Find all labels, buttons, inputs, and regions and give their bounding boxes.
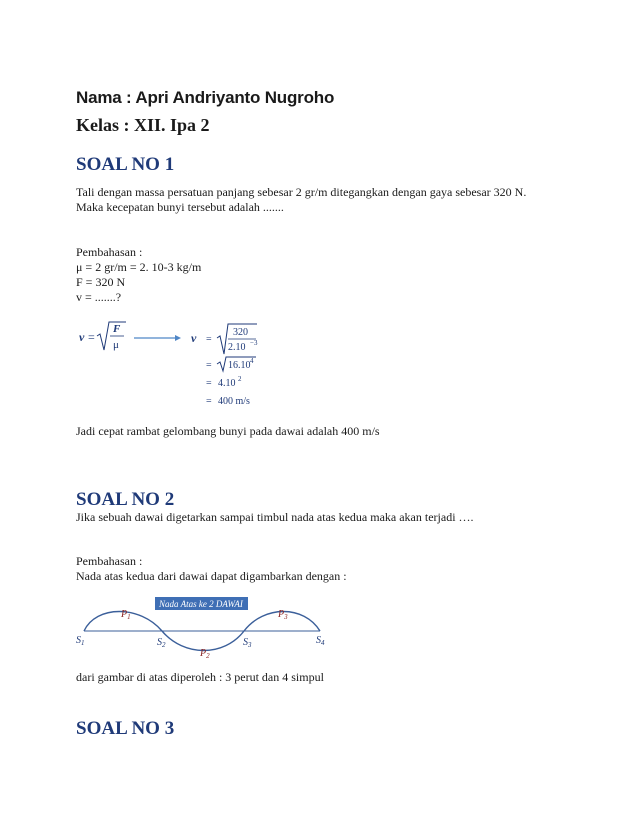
soal-3-heading: SOAL NO 3 — [76, 718, 175, 739]
formula-result: 400 m/s — [218, 396, 250, 407]
formula-arrow — [134, 335, 181, 341]
node-s2-label: $S_2$ — [157, 637, 166, 649]
formula-eq2: = — [206, 334, 212, 345]
formula-eq1: = — [88, 330, 95, 344]
soal-2-conclusion: dari gambar di atas diperoleh : 3 perut dan 4 simpul — [76, 670, 324, 684]
soal-2-intro: Nada atas kedua dari dawai dapat digambarkan dengan : — [76, 569, 347, 583]
formula-denominator: 2.10 — [228, 342, 246, 353]
soal-1-heading: SOAL NO 1 — [76, 154, 175, 175]
soal-1-pembahasan: Pembahasan : — [76, 245, 143, 259]
formula-eq3: = — [206, 360, 212, 371]
wave-speed-formula — [76, 318, 286, 414]
antinode-p3-label: $P_3$ — [278, 609, 288, 621]
formula-mu: μ — [113, 339, 119, 351]
soal-2-heading: SOAL NO 2 — [76, 489, 175, 510]
node-s4-label: $S_4$ — [316, 635, 325, 647]
soal-1-conclusion: Jadi cepat rambat gelombang bunyi pada dawai adalah 400 m/s — [76, 424, 380, 438]
formula-step3-exp: 2 — [238, 375, 242, 383]
diagram-title: Nada Atas ke 2 DAWAI — [159, 599, 243, 609]
soal-2-pembahasan: Pembahasan : — [76, 554, 143, 568]
node-s1-label: $S_1$ — [76, 635, 85, 647]
soal-1-given-mu: μ = 2 gr/m = 2. 10-3 kg/m — [76, 260, 202, 274]
antinode-p1-label: $P_1$ — [121, 609, 131, 621]
soal-1-question-line2: Maka kecepatan bunyi tersebut adalah ....... — [76, 200, 284, 214]
formula-step2: 16.10 — [228, 360, 251, 371]
formula-step3: 4.10 — [218, 378, 236, 389]
formula-numerator: 320 — [233, 327, 248, 338]
formula-eq5: = — [206, 396, 212, 407]
formula-f: F — [113, 323, 121, 335]
formula-v-lhs: v — [79, 330, 85, 344]
soal-2-question: Jika sebuah dawai digetarkan sampai timbul nada atas kedua maka akan terjadi …. — [76, 510, 474, 524]
node-s3-label: $S_3$ — [243, 637, 252, 649]
formula-step2-exp: 4 — [250, 357, 254, 365]
antinode-p2-label: $P_2$ — [200, 648, 210, 660]
formula-denominator-exp: −3 — [250, 339, 258, 347]
formula-v-rhs: v — [191, 331, 197, 345]
student-class: Kelas : XII. Ipa 2 — [76, 115, 210, 135]
soal-1-question-line1: Tali dengan massa persatuan panjang sebesar 2 gr/m ditegangkan dengan gaya sebesar 320 N. — [76, 185, 527, 199]
formula-eq4: = — [206, 378, 212, 389]
standing-wave-diagram — [76, 593, 346, 663]
soal-1-given-force: F = 320 N — [76, 275, 126, 289]
soal-1-given-v: v = .......? — [76, 290, 122, 304]
student-name: Nama : Apri Andriyanto Nugroho — [76, 88, 335, 107]
